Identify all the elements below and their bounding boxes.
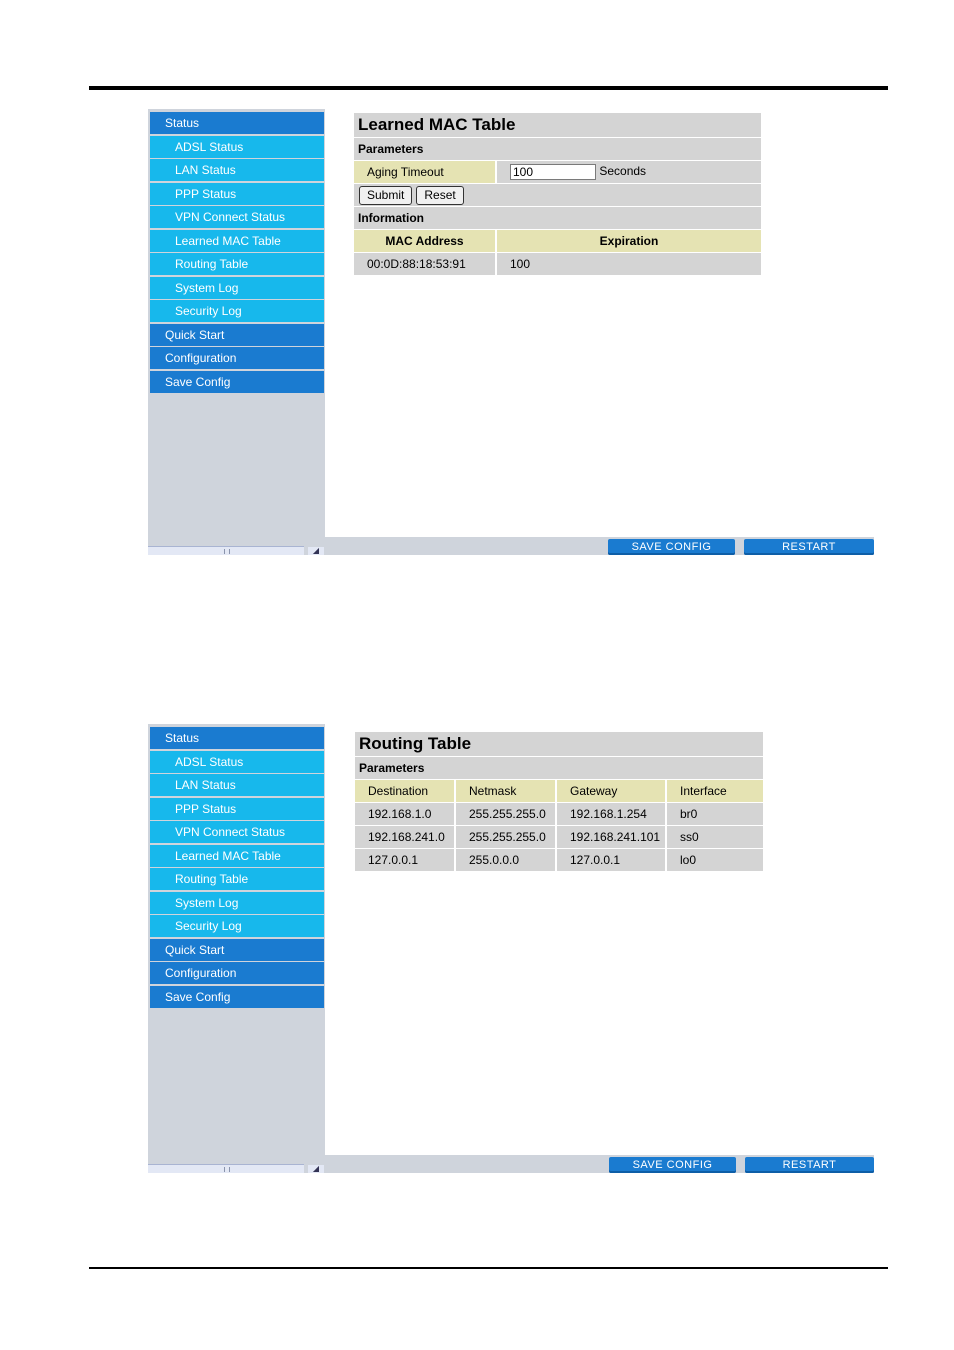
table-row xyxy=(354,253,761,275)
scroll-arrow-icon[interactable]: ◢ xyxy=(308,1165,324,1173)
mac-address-cell: 00:0D:88:18:53:91 xyxy=(354,253,497,275)
sidebar-item-ppp-status[interactable]: PPP Status xyxy=(150,183,324,205)
information-heading: Information xyxy=(354,207,761,229)
aging-timeout-label: Aging Timeout xyxy=(354,161,497,183)
screenshot-routing-table xyxy=(148,724,874,1173)
column-header-expiration: Expiration xyxy=(497,230,761,252)
sidebar-menu xyxy=(150,112,324,394)
save-config-button[interactable]: SAVE CONFIG xyxy=(608,539,735,555)
column-header-destination: Destination xyxy=(355,780,456,802)
interface-cell: br0 xyxy=(667,803,763,825)
sidebar-item-quick-start[interactable]: Quick Start xyxy=(150,939,324,961)
sidebar-item-quick-start[interactable]: Quick Start xyxy=(150,324,324,346)
netmask-cell: 255.255.255.0 xyxy=(456,826,557,848)
expiration-cell: 100 xyxy=(497,253,761,275)
scroll-grip-icon xyxy=(224,1167,230,1172)
content-area xyxy=(325,109,874,537)
netmask-cell: 255.0.0.0 xyxy=(456,849,557,871)
screenshot-learned-mac-table xyxy=(148,109,874,555)
restart-button[interactable]: RESTART xyxy=(745,1157,874,1173)
reset-button[interactable]: Reset xyxy=(416,186,463,205)
destination-cell: 192.168.1.0 xyxy=(355,803,456,825)
column-header-mac-address: MAC Address xyxy=(354,230,497,252)
sidebar-item-adsl-status[interactable]: ADSL Status xyxy=(150,751,324,773)
sidebar-item-system-log[interactable]: System Log xyxy=(150,277,324,299)
horizontal-scrollbar[interactable] xyxy=(148,546,304,555)
sidebar-item-vpn-connect-status[interactable]: VPN Connect Status xyxy=(150,821,324,843)
gateway-cell: 127.0.0.1 xyxy=(557,849,667,871)
content-area xyxy=(325,724,874,1155)
mac-table-panel xyxy=(354,112,761,276)
column-header-interface: Interface xyxy=(667,780,763,802)
routing-table-panel xyxy=(355,731,763,872)
aging-timeout-input[interactable] xyxy=(510,164,596,180)
sidebar-menu xyxy=(150,727,324,1009)
sidebar-item-learned-mac-table[interactable]: Learned MAC Table xyxy=(150,230,324,252)
footer-bar xyxy=(325,1155,874,1173)
aging-timeout-cell xyxy=(497,161,761,183)
destination-cell: 127.0.0.1 xyxy=(355,849,456,871)
sidebar-item-learned-mac-table[interactable]: Learned MAC Table xyxy=(150,845,324,867)
sidebar-item-adsl-status[interactable]: ADSL Status xyxy=(150,136,324,158)
interface-cell: lo0 xyxy=(667,849,763,871)
column-header-netmask: Netmask xyxy=(456,780,557,802)
bottom-rule xyxy=(89,1267,888,1269)
sidebar-item-security-log[interactable]: Security Log xyxy=(150,300,324,322)
footer-bar xyxy=(325,537,874,555)
sidebar-item-configuration[interactable]: Configuration xyxy=(150,347,324,369)
sidebar-item-routing-table[interactable]: Routing Table xyxy=(150,253,324,275)
sidebar-item-status[interactable]: Status xyxy=(150,727,324,749)
sidebar-item-status[interactable]: Status xyxy=(150,112,324,134)
sidebar xyxy=(148,109,325,555)
seconds-unit: Seconds xyxy=(599,164,647,179)
sidebar-item-security-log[interactable]: Security Log xyxy=(150,915,324,937)
sidebar xyxy=(148,724,325,1173)
sidebar-item-lan-status[interactable]: LAN Status xyxy=(150,159,324,181)
sidebar-item-vpn-connect-status[interactable]: VPN Connect Status xyxy=(150,206,324,228)
interface-cell: ss0 xyxy=(667,826,763,848)
destination-cell: 192.168.241.0 xyxy=(355,826,456,848)
scroll-arrow-icon[interactable]: ◢ xyxy=(308,547,324,555)
table-row xyxy=(355,803,763,825)
column-header-gateway: Gateway xyxy=(557,780,667,802)
top-rule xyxy=(89,86,888,90)
sidebar-item-ppp-status[interactable]: PPP Status xyxy=(150,798,324,820)
submit-button[interactable]: Submit xyxy=(359,186,412,205)
parameters-heading: Parameters xyxy=(354,138,761,160)
sidebar-item-configuration[interactable]: Configuration xyxy=(150,962,324,984)
horizontal-scrollbar[interactable] xyxy=(148,1164,304,1173)
restart-button[interactable]: RESTART xyxy=(744,539,874,555)
scroll-grip-icon xyxy=(224,549,230,554)
sidebar-item-lan-status[interactable]: LAN Status xyxy=(150,774,324,796)
table-row xyxy=(355,826,763,848)
save-config-button[interactable]: SAVE CONFIG xyxy=(609,1157,736,1173)
netmask-cell: 255.255.255.0 xyxy=(456,803,557,825)
sidebar-item-system-log[interactable]: System Log xyxy=(150,892,324,914)
page-title: Routing Table xyxy=(355,732,763,756)
table-row xyxy=(355,849,763,871)
gateway-cell: 192.168.241.101 xyxy=(557,826,667,848)
page-title: Learned MAC Table xyxy=(354,113,761,137)
gateway-cell: 192.168.1.254 xyxy=(557,803,667,825)
button-row xyxy=(354,184,761,206)
sidebar-item-save-config[interactable]: Save Config xyxy=(150,986,324,1008)
sidebar-item-save-config[interactable]: Save Config xyxy=(150,371,324,393)
sidebar-item-routing-table[interactable]: Routing Table xyxy=(150,868,324,890)
parameters-heading: Parameters xyxy=(355,757,763,779)
